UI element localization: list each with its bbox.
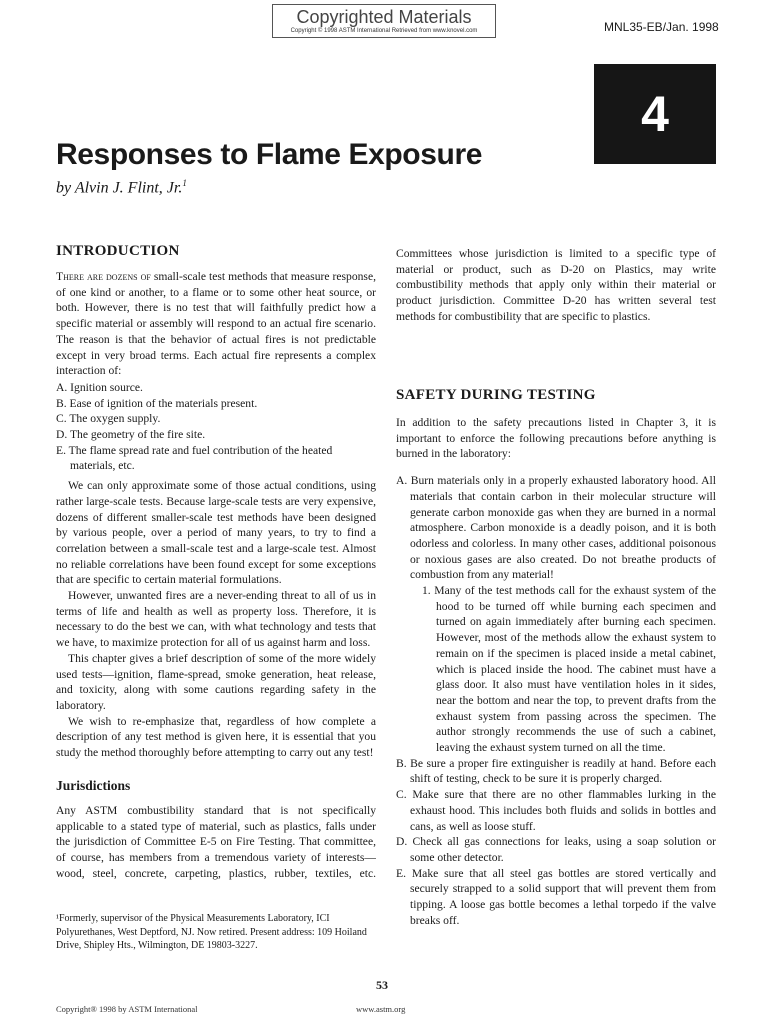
intro-paragraph-5: We wish to re-emphasize that, regardless of how complete a description of any test method is given here, it is essential that you study the method thoroughly before attempting to carry out any test! (56, 714, 376, 760)
author-name: by Alvin J. Flint, Jr. (56, 179, 183, 197)
list-item: C. Make sure that there are no other flammables lurking in the exhaust hood. This includes both fluids and solids in bottles and cans, as well as loose stuff. (396, 788, 716, 833)
banner-title: Copyrighted Materials (296, 7, 472, 27)
jurisdictions-paragraph-start: Any ASTM combustibility standard that is not specifically applicable to a stated type of material, such as plastics, falls under the jurisdiction of Committee E-5 on Fire Testing. That committee, of course, has members from a tremendous variety of interests—wood, steel, concrete, carpeting, plastics, rubber, textiles, etc. (56, 803, 376, 880)
introduction-heading: INTRODUCTION (56, 243, 180, 259)
author-footnote: ¹Formerly, supervisor of the Physical Measurements Laboratory, ICI Polyurethanes, West Deptford, NJ. Now retired. Present address: 109 Hoiland Drive, Shipley Hts., Wilmington, DE 19803-3227. (56, 913, 367, 951)
list-item: D. The geometry of the fire site. (56, 428, 206, 442)
jurisdictions-continued-text: Committees whose jurisdiction is limited to a specific type of material or product, such as D-20 on Plastics, may write combustibility methods that apply only within their material or product jurisdiction. Committee D-20 has written several test methods for combustibility that are specific to plastics. (396, 247, 716, 323)
document-id: MNL35-EB/Jan. 1998 (604, 20, 719, 34)
safety-sublist (422, 583, 716, 756)
list-item: E. Make sure that all steel gas bottles are stored vertically and securely strapped to a solid support that will prevent them from tipping. A loose gas bottle becomes a lethal torpedo if the valve breaks off. (396, 866, 716, 927)
intro-paragraph-1-body: small-scale test methods that measure response, of one kind or another, to a flame or to some other heat source, or both. However, there is no test that will faithfully predict how a specific material or assembly will respond to an actual fire scenario. The reason is that the behavior of actual fires is not predictable except in very broad terms. Each actual fire represents a complex interaction of: (56, 270, 376, 378)
fire-factors-list (56, 380, 376, 474)
list-item (396, 473, 716, 756)
safety-intro: In addition to the safety precautions listed in Chapter 3, it is important to enforce the following precautions before anything is burned in the laboratory: (396, 416, 716, 461)
safety-item-a: A. Burn materials only in a properly exhausted laboratory hood. All materials that contain carbon in their molecular structure will generate carbon monoxide gas when they are burned in a normal atmosphere. Carbon monoxide is a deadly poison, and it is both odorless and colorless. In many other cases, additional poisonous or noxious gases are also created. Do not breathe products of combustion from any material! (396, 474, 716, 582)
left-column (56, 242, 376, 881)
footer-website: www.astm.org (356, 1004, 406, 1014)
footnote-marker: 1 (182, 178, 187, 188)
list-item: E. The flame spread rate and fuel contribution of the heated materials, etc. (56, 443, 333, 473)
copyright-banner (272, 4, 496, 38)
intro-paragraph-1 (56, 269, 376, 379)
intro-paragraph-3: However, unwanted fires are a never-ending threat to all of us in terms of life and health as well as property loss. Therefore, it is necessary to do the best we can, with what technology and tests that we have, to maximize protection for all of us against harm and loss. (56, 589, 376, 650)
safety-precautions-list (396, 473, 716, 928)
banner-subtitle: Copyright © 1998 ASTM International Retrieved from www.knovel.com (290, 28, 478, 34)
chapter-number-box: 4 (594, 64, 716, 164)
jurisdictions-paragraph-continued (396, 246, 716, 340)
intro-paragraph-4: This chapter gives a brief description of some of the more widely used tests—ignition, flame-spread, smoke generation, heat release, and toxicity, along with some cautions regarding safety in the laboratory. (56, 651, 376, 712)
jurisdictions-heading: Jurisdictions (56, 777, 131, 793)
list-item: 1. Many of the test methods call for the exhaust system of the hood to be turned off while burning each specimen and turned on again immediately after burning each specimen. However, most of the methods allow the exhaust system to remain on if the specimen is placed inside a metal cabinet, which is placed inside the hood. The cabinet must have a glass door. It also must have ventilation holes in it sides, near the bottom and near the top, to prevent drafts from the exhaust system from passing across the specimen. The author strongly recommends the use of such a cabinet, leaving the exhaust system turned on all the time. (422, 584, 716, 755)
author-byline (56, 178, 187, 197)
list-item: C. The oxygen supply. (56, 412, 161, 426)
list-item: B. Ease of ignition of the materials present. (56, 396, 258, 410)
page-title: Responses to Flame Exposure (56, 138, 483, 171)
list-item: D. Check all gas connections for leaks, using a soap solution or some other detector. (396, 835, 716, 864)
footer-copyright: Copyright® 1998 by ASTM International (56, 1004, 198, 1014)
intro-lead-in: There are dozens of (56, 270, 151, 283)
intro-paragraph-2: We can only approximate some of those actual conditions, using rather large-scale tests. Because large-scale tests are very expensive, dozens of different smaller-scale test methods have been designed by various people, over a period of many years, to try to find a correlation between a small-scale test and a large-scale test. Almost no reliable correlations have been found except for some exceptions that are specific to certain material formulations. (56, 479, 376, 587)
page-number: 53 (376, 978, 388, 992)
safety-heading: SAFETY DURING TESTING (396, 387, 596, 403)
right-column (396, 246, 716, 929)
list-item: B. Be sure a proper fire extinguisher is readily at hand. Before each shift of testing, check to be sure it is properly charged. (396, 756, 716, 786)
list-item: A. Ignition source. (56, 380, 143, 394)
